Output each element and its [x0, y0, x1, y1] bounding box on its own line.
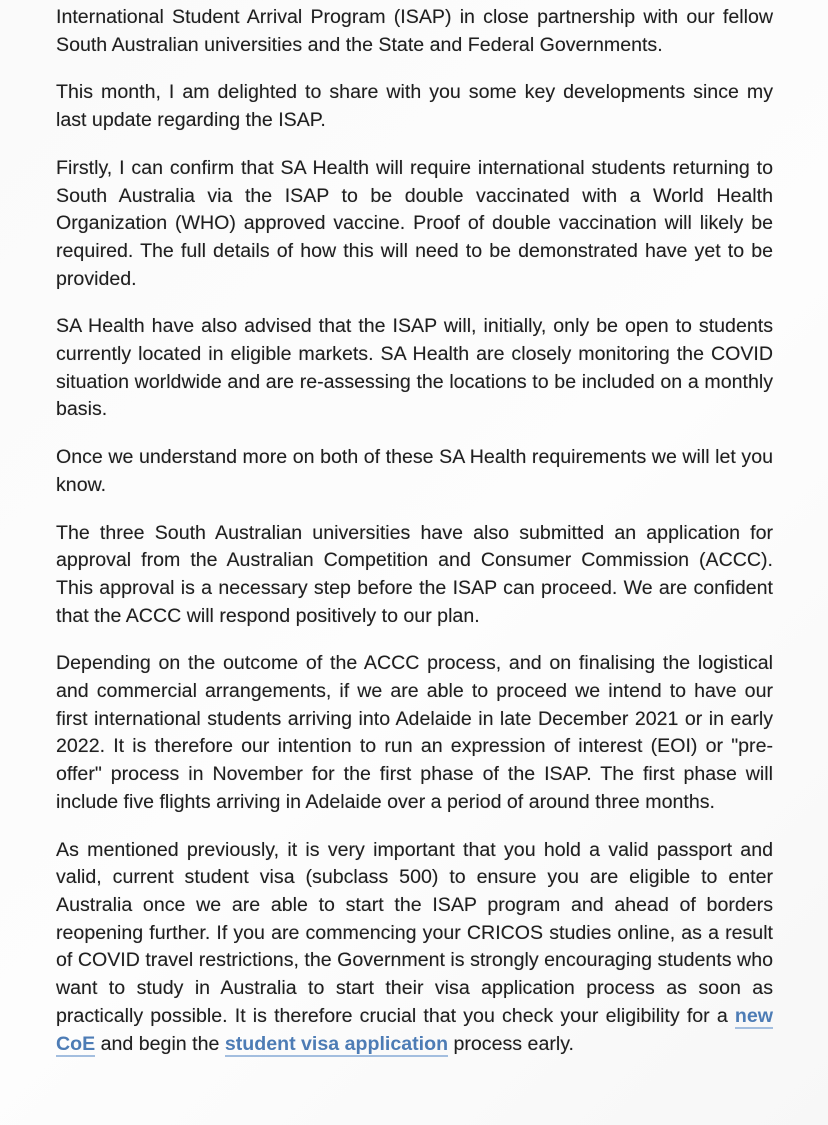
- paragraph-will-let-you-know: Once we understand more on both of these SA Health requirements we will let you know.: [56, 446, 773, 496]
- paragraph-isap-partnership: International Student Arrival Program (ISAP) in close partnership with our fellow South Australian universities and the State and Federal Governments.: [56, 6, 773, 56]
- paragraph-eligible-markets: SA Health have also advised that the ISAP will, initially, only be open to students currently located in eligible markets. SA Health are closely monitoring the COVID situation worldwide and are re-assessing the locations to be included on a monthly basis.: [56, 315, 773, 421]
- paragraph-vaccination-requirement: Firstly, I can confirm that SA Health will require international students returning to South Australia via the ISAP to be double vaccinated with a World Health Organization (WHO) approved vaccine. Proof of double vaccination will likely be required. The full details of how this will need to be demonstrated have yet to be provided.: [56, 156, 773, 290]
- paragraph-visa-advice: [56, 837, 773, 1059]
- student-visa-application-link[interactable]: student visa application: [224, 1032, 449, 1055]
- paragraph-monthly-update-intro: This month, I am delighted to share with you some key developments since my last update regarding the ISAP.: [56, 81, 773, 132]
- visa-advice-text-mid: and begin the: [95, 1032, 225, 1055]
- new-coe-link[interactable]: new CoE: [56, 1004, 773, 1055]
- letter-body: [56, 4, 773, 1058]
- paragraph-first-flights-timeline: Depending on the outcome of the ACCC process, and on finalising the logistical and commercial arrangements, if we are able to proceed we intend to have our first international students arriving into Adelaide in late December 2021 or in early 2022. It is therefore our intention to run an expression of interest (EOI) or "pre-offer" process in November for the first phase of the ISAP. The first phase will include five flights arriving in Adelaide over a period of around three months.: [56, 652, 773, 813]
- visa-advice-text-pre: As mentioned previously, it is very important that you hold a valid passport and valid, current student visa (subclass 500) to ensure you are eligible to enter Australia once we are able to start the ISAP program and ahead of borders reopening further. If you are commencing your CRICOS studies online, as a result of COVID travel restrictions, the Government is strongly encouraging students who want to study in Australia to start their visa application process as soon as practically possible. It is therefore crucial that you check your eligibility for a: [56, 838, 773, 1027]
- paragraph-accc-application: The three South Australian universities have also submitted an application for approval from the Australian Competition and Consumer Commission (ACCC). This approval is a necessary step before the ISAP can proceed. We are confident that the ACCC will respond positively to our plan.: [56, 521, 773, 627]
- visa-advice-text-post: process early.: [448, 1032, 574, 1055]
